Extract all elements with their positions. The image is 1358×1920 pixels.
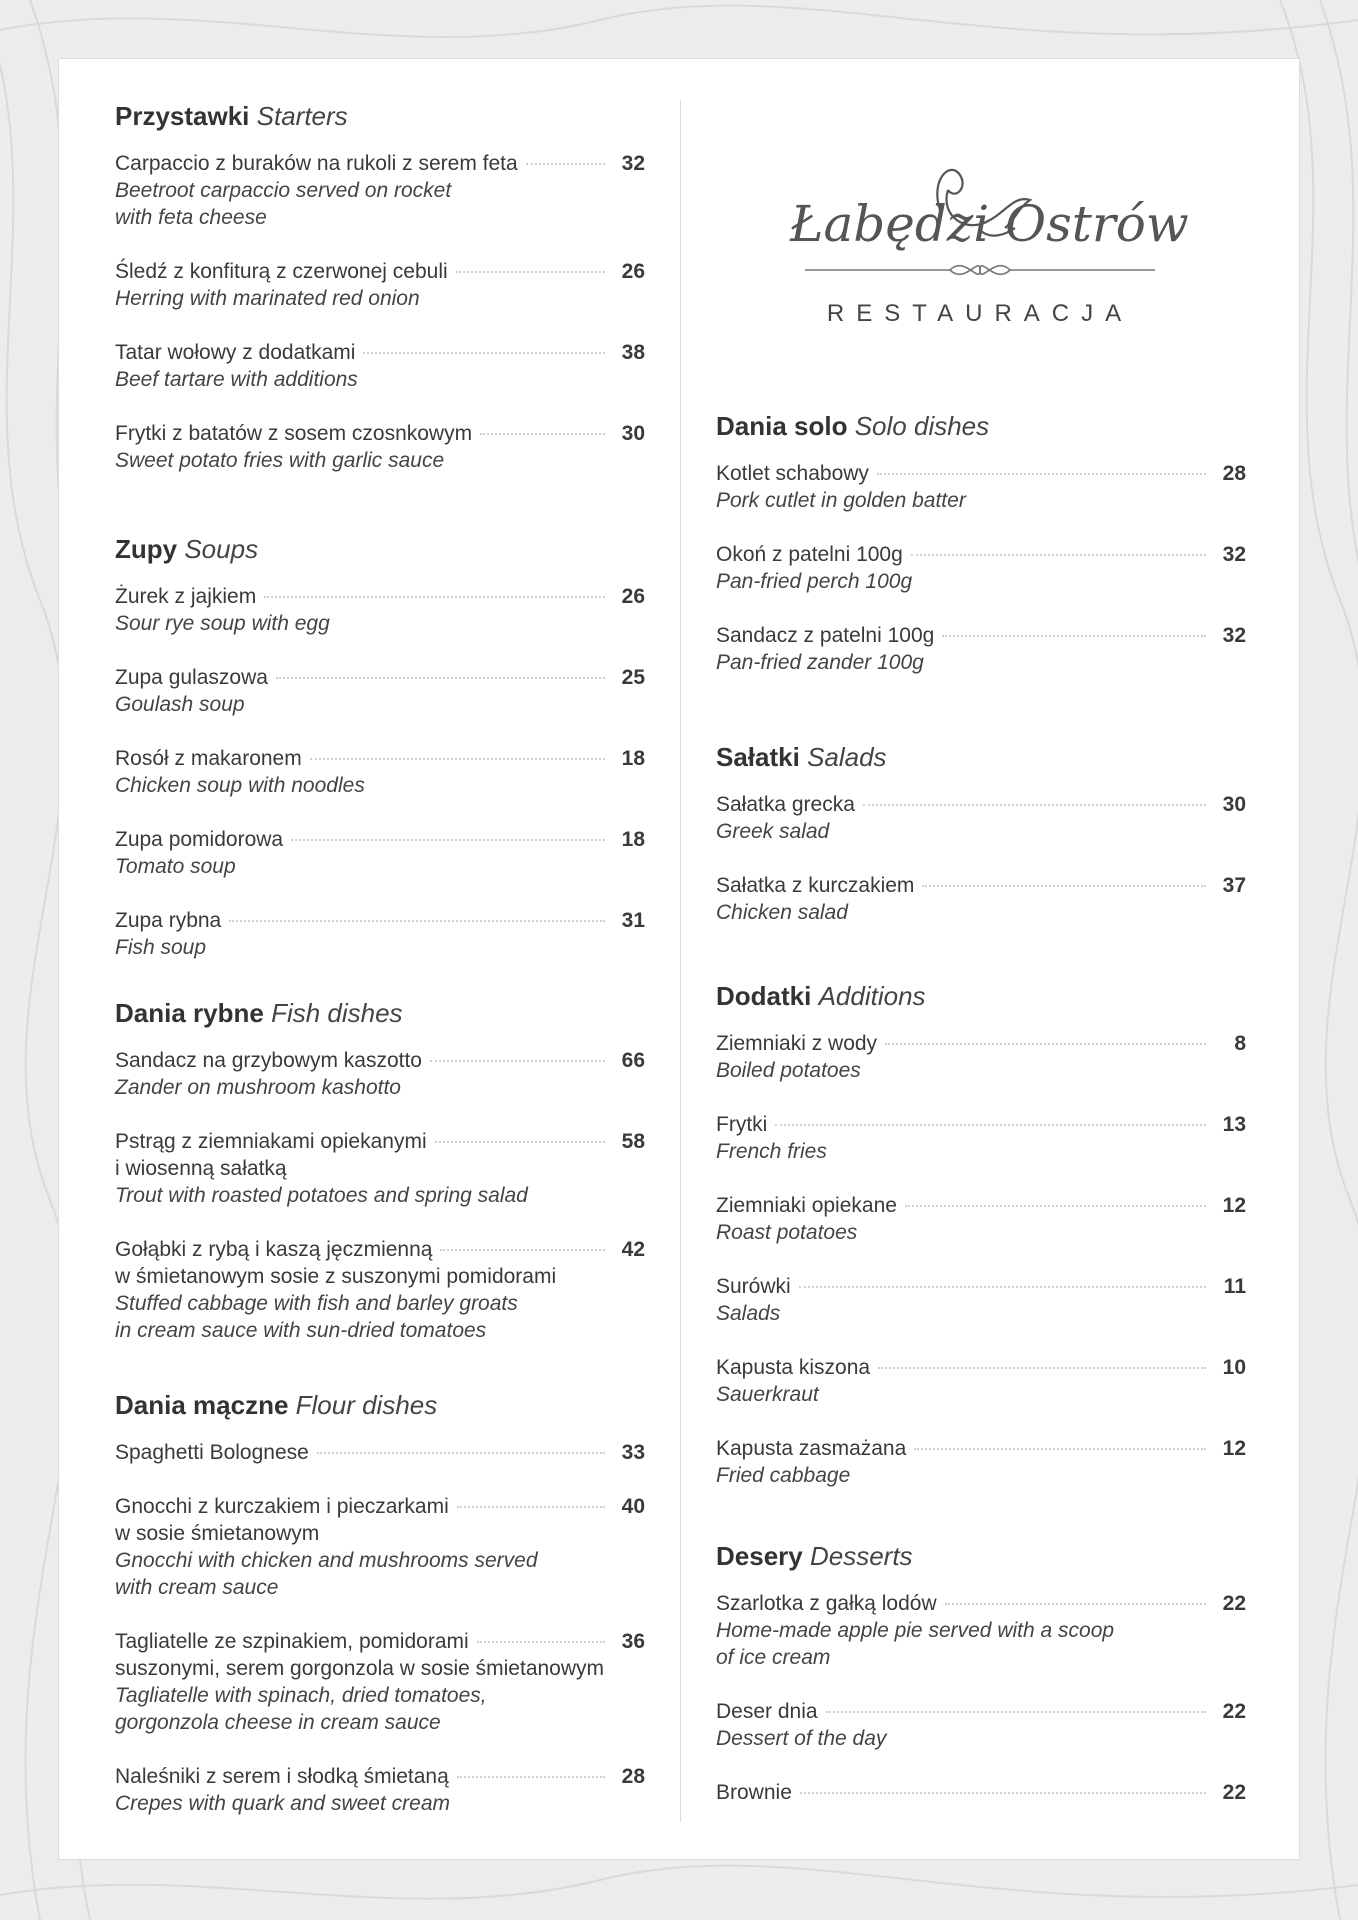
dish-name-pl: Ziemniaki z wody (716, 1032, 878, 1055)
dotted-leader (291, 839, 605, 841)
menu-item (716, 460, 1246, 514)
dotted-leader (310, 758, 605, 760)
dish-name-en: Salads (716, 1302, 781, 1325)
dish-price: 26 (621, 260, 645, 283)
dotted-leader (317, 1452, 605, 1454)
dish-price: 32 (1222, 543, 1246, 566)
menu-item (115, 826, 645, 880)
dish-name-pl: Sandacz z patelni 100g (716, 624, 935, 647)
dish-price: 30 (1222, 793, 1246, 816)
dish-price: 22 (1222, 1700, 1246, 1723)
dotted-leader (264, 596, 605, 598)
menu-item (115, 1236, 645, 1344)
dish-price: 38 (621, 341, 645, 364)
menu-item (115, 907, 645, 961)
menu-item (115, 1047, 645, 1101)
menu-section (115, 997, 645, 1344)
dish-name-pl: Zupa gulaszowa (115, 666, 268, 689)
menu-item (716, 541, 1246, 595)
ornament-divider-icon (805, 266, 1155, 275)
dish-name-pl: Frytki (716, 1113, 768, 1136)
dish-price: 37 (1222, 874, 1246, 897)
section-title-en: Salads (807, 742, 887, 772)
dish-price: 10 (1222, 1356, 1246, 1379)
dish-price: 40 (621, 1495, 645, 1518)
dotted-leader (775, 1124, 1206, 1126)
dish-name-en: French fries (716, 1140, 827, 1163)
dish-name-pl: Zupa rybna (115, 909, 222, 932)
menu-item (716, 1192, 1246, 1246)
section-title-en: Solo dishes (854, 411, 990, 441)
section-title-pl: Sałatki (716, 742, 800, 772)
dotted-leader (276, 677, 605, 679)
dish-name-pl: Okoń z patelni 100g (716, 543, 903, 566)
dish-name-pl: Gołąbki z rybą i kaszą jęczmienną (115, 1238, 433, 1261)
dish-name-en: Beetroot carpaccio served on rocket (115, 179, 452, 202)
menu-item (115, 258, 645, 312)
dotted-leader (440, 1249, 605, 1251)
dish-name-pl: Sandacz na grzybowym kaszotto (115, 1049, 422, 1072)
dish-name-pl-continued: i wiosenną sałatką (115, 1157, 287, 1180)
dish-price: 66 (621, 1049, 645, 1072)
dotted-leader (945, 1603, 1206, 1605)
dotted-leader (229, 920, 605, 922)
dish-name-pl: Deser dnia (716, 1700, 818, 1723)
dotted-leader (456, 271, 605, 273)
dish-price: 30 (621, 422, 645, 445)
dish-name-en: with cream sauce (115, 1576, 279, 1599)
dish-name-en: Pork cutlet in golden batter (716, 489, 966, 512)
dish-price: 13 (1222, 1113, 1246, 1136)
dish-name-en: Trout with roasted potatoes and spring salad (115, 1184, 528, 1207)
dish-price: 28 (621, 1765, 645, 1788)
dish-name-en: Herring with marinated red onion (115, 287, 420, 310)
dish-name-en: Pan-fried perch 100g (716, 570, 913, 593)
dish-price: 26 (621, 585, 645, 608)
dish-name-en: Stuffed cabbage with fish and barley groats (115, 1292, 518, 1315)
dish-name-en: Sour rye soup with egg (115, 612, 330, 635)
dish-name-pl: Kapusta kiszona (716, 1356, 871, 1379)
dish-price: 22 (1222, 1781, 1246, 1804)
menu-item (716, 872, 1246, 926)
section-title-pl: Zupy (115, 534, 178, 564)
menu-item (115, 1763, 645, 1817)
dotted-leader (922, 885, 1206, 887)
menu-section (716, 410, 1246, 676)
dish-price: 32 (621, 152, 645, 175)
menu-item (716, 1354, 1246, 1408)
restaurant-subtitle: RESTAURACJA (826, 300, 1134, 327)
dish-name-pl: Zupa pomidorowa (115, 828, 284, 851)
dish-name-en: Chicken salad (716, 901, 848, 924)
dotted-leader (863, 804, 1206, 806)
menu-item (716, 791, 1246, 845)
dish-price: 32 (1222, 624, 1246, 647)
dish-name-en: Pan-fried zander 100g (716, 651, 924, 674)
section-title-pl: Dania mączne (115, 1390, 289, 1420)
dish-name-pl: Carpaccio z buraków na rukoli z serem feta (115, 152, 518, 175)
section-title-en: Starters (256, 101, 348, 131)
menu-item (115, 745, 645, 799)
dish-price: 42 (621, 1238, 645, 1261)
dish-price: 28 (1222, 462, 1246, 485)
dish-price: 12 (1222, 1437, 1246, 1460)
dish-name-pl: Rosół z makaronem (115, 747, 302, 770)
dish-name-pl: Brownie (716, 1781, 792, 1804)
dish-price: 11 (1223, 1275, 1246, 1298)
dish-name-en: Tomato soup (115, 855, 236, 878)
section-title-en: Additions (818, 981, 926, 1011)
dish-name-en: Gnocchi with chicken and mushrooms served (115, 1549, 538, 1572)
section-title (716, 741, 1246, 773)
dish-price: 25 (621, 666, 645, 689)
dish-name-en: Zander on mushroom kashotto (115, 1076, 401, 1099)
dotted-leader (905, 1205, 1206, 1207)
section-title-pl: Dodatki (716, 981, 812, 1011)
dish-name-en: gorgonzola cheese in cream sauce (115, 1711, 441, 1734)
section-title (716, 980, 1246, 1012)
dotted-leader (526, 163, 605, 165)
section-title (115, 997, 645, 1029)
dish-name-en: Boiled potatoes (716, 1059, 861, 1082)
dish-name-pl: Frytki z batatów z sosem czosnkowym (115, 422, 473, 445)
menu-item (115, 583, 645, 637)
column-divider (680, 100, 681, 1822)
dish-price: 36 (621, 1630, 645, 1653)
dish-name-pl: Surówki (716, 1275, 791, 1298)
dish-price: 33 (621, 1441, 645, 1464)
restaurant-logo (790, 120, 1189, 340)
dish-name-pl: Tatar wołowy z dodatkami (115, 341, 356, 364)
dish-name-pl: Sałatka grecka (716, 793, 855, 816)
dotted-leader (480, 433, 605, 435)
dish-price: 22 (1222, 1592, 1246, 1615)
section-title-en: Desserts (809, 1541, 913, 1571)
restaurant-name: Łabędzi Ostrów (790, 195, 1189, 253)
menu-item (115, 1128, 645, 1209)
dish-name-en: Home-made apple pie served with a scoop (716, 1619, 1115, 1642)
menu-item (716, 1030, 1246, 1084)
dish-name-en: Crepes with quark and sweet cream (115, 1792, 450, 1815)
dish-name-pl: Żurek z jajkiem (115, 585, 257, 608)
menu-item (115, 420, 645, 474)
dish-name-en: Greek salad (716, 820, 830, 843)
menu-item (716, 1779, 1246, 1806)
dish-name-pl: Tagliatelle ze szpinakiem, pomidorami (115, 1630, 469, 1653)
dotted-leader (457, 1506, 605, 1508)
dotted-leader (435, 1141, 605, 1143)
section-title (115, 533, 645, 565)
section-title-en: Flour dishes (295, 1390, 438, 1420)
section-title (716, 410, 1246, 442)
dotted-leader (363, 352, 605, 354)
dish-name-pl: Śledź z konfiturą z czerwonej cebuli (115, 260, 448, 283)
section-title (716, 1540, 1246, 1572)
menu-item (115, 1628, 645, 1736)
menu-item (716, 1698, 1246, 1752)
dotted-leader (878, 1367, 1206, 1369)
section-title-en: Soups (184, 534, 259, 564)
dish-price: 31 (621, 909, 645, 932)
menu-section (115, 1389, 645, 1817)
menu-item (716, 1111, 1246, 1165)
dish-name-pl-continued: w sosie śmietanowym (115, 1522, 320, 1545)
menu-item (115, 339, 645, 393)
dish-name-pl: Spaghetti Bolognese (115, 1441, 309, 1464)
dish-name-en: Fish soup (115, 936, 207, 959)
menu-item (115, 664, 645, 718)
dish-price: 58 (621, 1130, 645, 1153)
dish-price: 18 (621, 828, 645, 851)
dish-name-en: Beef tartare with additions (115, 368, 358, 391)
section-title-pl: Przystawki (115, 101, 250, 131)
dish-price: 12 (1222, 1194, 1246, 1217)
section-title (115, 1389, 645, 1421)
dish-name-pl: Naleśniki z serem i słodką śmietaną (115, 1765, 449, 1788)
menu-section (115, 100, 645, 474)
dish-name-en: Goulash soup (115, 693, 245, 716)
dish-name-pl: Kapusta zasmażana (716, 1437, 907, 1460)
dish-name-en: Fried cabbage (716, 1464, 851, 1487)
dish-name-en: in cream sauce with sun-dried tomatoes (115, 1319, 487, 1342)
dish-name-en: Chicken soup with noodles (115, 774, 365, 797)
dotted-leader (826, 1711, 1206, 1713)
dotted-leader (885, 1043, 1206, 1045)
menu-item (716, 1590, 1246, 1671)
menu-item (115, 1493, 645, 1601)
section-title-pl: Dania solo (716, 411, 848, 441)
dotted-leader (430, 1060, 605, 1062)
dish-name-en: Sweet potato fries with garlic sauce (115, 449, 445, 472)
menu-section (716, 741, 1246, 926)
dish-name-pl: Pstrąg z ziemniakami opiekanymi (115, 1130, 427, 1153)
dotted-leader (457, 1776, 605, 1778)
dotted-leader (477, 1641, 605, 1643)
dish-name-pl-continued: w śmietanowym sosie z suszonymi pomidorami (115, 1265, 557, 1288)
menu-section (716, 980, 1246, 1489)
dish-name-en: Sauerkraut (716, 1383, 819, 1406)
section-title-pl: Desery (716, 1541, 803, 1571)
menu-item (716, 1273, 1246, 1327)
dish-price: 8 (1234, 1032, 1246, 1055)
menu-item (716, 622, 1246, 676)
dish-name-pl: Gnocchi z kurczakiem i pieczarkami (115, 1495, 449, 1518)
menu-section (716, 1540, 1246, 1806)
dotted-leader (911, 554, 1206, 556)
dish-name-pl: Kotlet schabowy (716, 462, 869, 485)
dish-name-pl-continued: suszonymi, serem gorgonzola w sosie śmietanowym (115, 1657, 605, 1680)
dotted-leader (799, 1286, 1206, 1288)
dotted-leader (800, 1792, 1206, 1794)
dish-price: 18 (621, 747, 645, 770)
dish-name-en: Dessert of the day (716, 1727, 887, 1750)
dish-name-pl: Szarlotka z gałką lodów (716, 1592, 937, 1615)
menu-section (115, 533, 645, 961)
section-title-en: Fish dishes (271, 998, 403, 1028)
dish-name-en: Roast potatoes (716, 1221, 858, 1244)
dotted-leader (914, 1448, 1206, 1450)
dish-name-en: with feta cheese (115, 206, 267, 229)
section-title (115, 100, 645, 132)
menu-item (115, 150, 645, 231)
menu-item (716, 1435, 1246, 1489)
dotted-leader (877, 473, 1206, 475)
menu-item (115, 1439, 645, 1466)
dish-name-en: of ice cream (716, 1646, 831, 1669)
section-title-pl: Dania rybne (115, 998, 264, 1028)
dish-name-pl: Ziemniaki opiekane (716, 1194, 897, 1217)
dotted-leader (942, 635, 1206, 637)
dish-name-en: Tagliatelle with spinach, dried tomatoes, (115, 1684, 487, 1707)
dish-name-pl: Sałatka z kurczakiem (716, 874, 915, 897)
